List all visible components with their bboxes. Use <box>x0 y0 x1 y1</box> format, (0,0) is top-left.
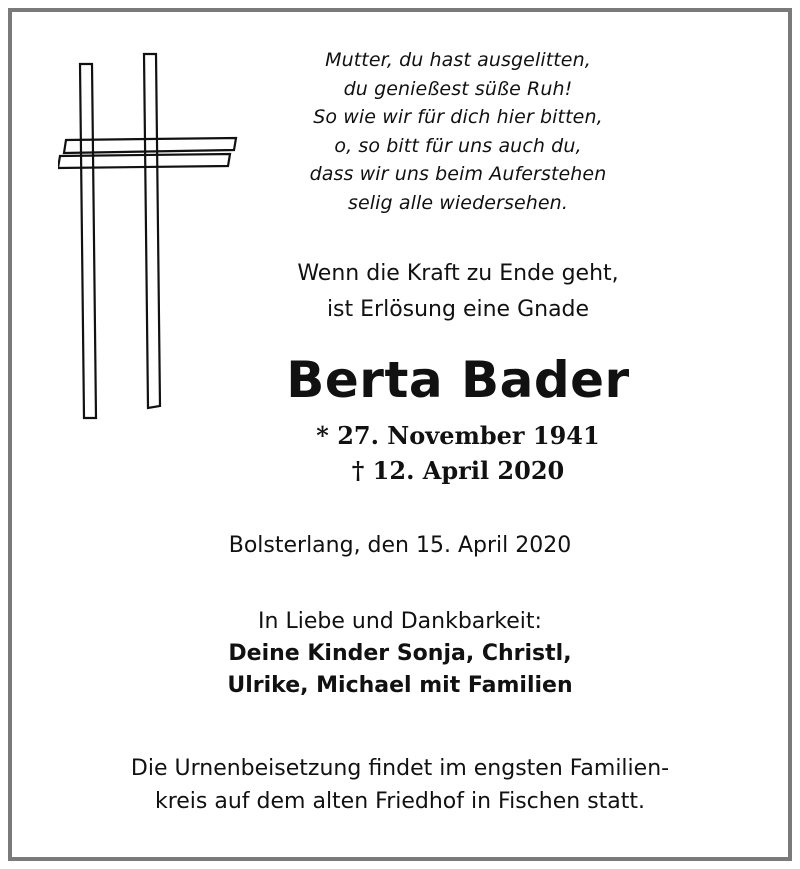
birth-date: * 27. November 1941 <box>316 421 600 450</box>
notice-line: kreis auf dem alten Friedhof in Fischen statt. <box>154 789 646 814</box>
death-date: † 12. April 2020 <box>351 456 565 485</box>
signers-line: Deine Kinder Sonja, Christl, <box>228 641 572 666</box>
place-and-date: Bolsterlang, den 15. April 2020 <box>228 533 572 558</box>
signers <box>0 606 800 702</box>
life-dates <box>246 418 670 488</box>
deceased-name: Berta Bader <box>286 351 630 409</box>
motto-line: Wenn die Kraft zu Ende geht, <box>297 261 619 286</box>
poem-line: o, so bitt für uns auch du, <box>334 134 582 157</box>
poem-line: du genießest süße Ruh! <box>343 77 573 100</box>
signers-intro: In Liebe und Dankbarkeit: <box>258 609 542 634</box>
signers-line: Ulrike, Michael mit Familien <box>227 673 573 698</box>
poem-line: selig alle wiedersehen. <box>348 191 568 214</box>
cross-icon <box>58 52 240 422</box>
poem-line: So wie wir für dich hier bitten, <box>313 106 603 128</box>
motto <box>246 256 670 328</box>
notice-line: Die Urnenbeisetzung findet im engsten Familien- <box>130 756 670 781</box>
poem-line: dass wir uns beim Auferstehen <box>309 163 607 185</box>
poem-line: Mutter, du hast ausgelitten, <box>325 49 591 71</box>
burial-notice <box>0 752 800 818</box>
poem <box>258 46 658 217</box>
motto-line: ist Erlösung eine Gnade <box>326 297 590 322</box>
